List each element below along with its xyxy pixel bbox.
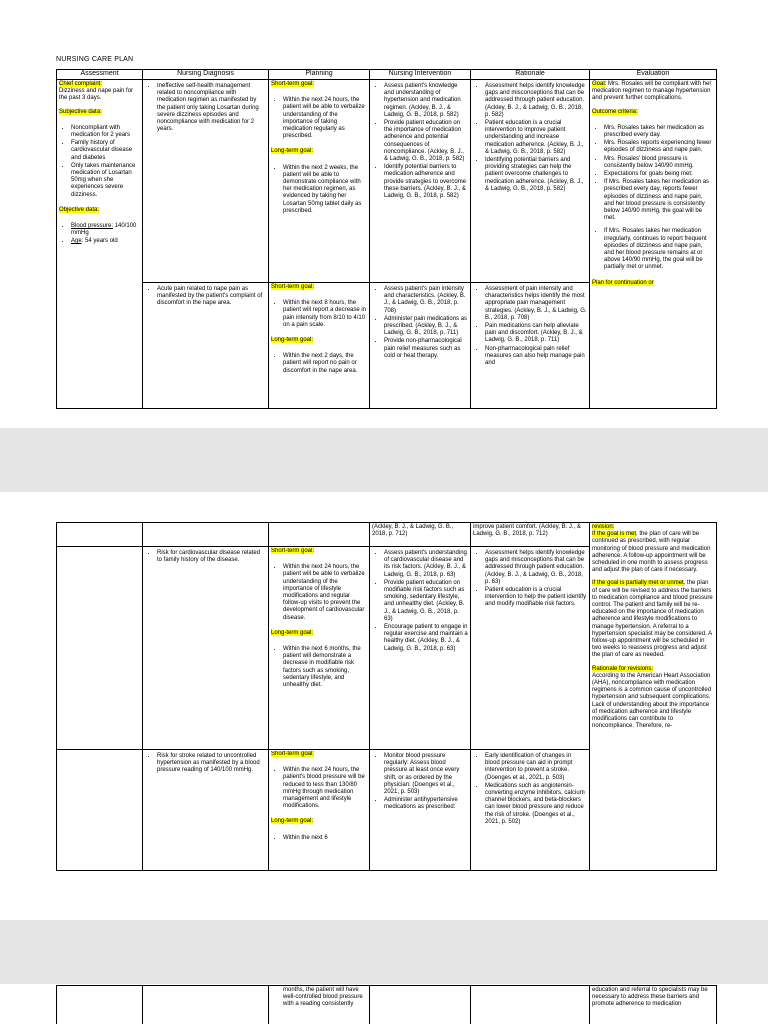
rationale-cell xyxy=(471,283,590,409)
diagnosis-cell xyxy=(143,523,269,547)
list-item: • Monitor blood pressure regularly: Assess blood pressure at least once every shift, or as ordered by the physician. (Doenges et al., 2021, p. 503) xyxy=(384,753,468,796)
list-item: • Encourage patient to engage in regular exercise and maintain a healthy diet. (Ackley, B. J., & Ladwig, G. B., 2018, p. 63) xyxy=(384,624,468,653)
chief-complaint-label: Chief complaint: xyxy=(59,81,103,87)
list-item: • Expectations for goals being met: xyxy=(604,171,714,178)
header-rationale: Rationale xyxy=(471,70,590,80)
long-term-goal-label: Long-term goal: xyxy=(271,629,314,636)
list-item: • Family history of cardiovascular disease and diabetes xyxy=(71,140,140,162)
long-term-goal-label: Long-term goal: xyxy=(271,818,314,825)
planning-cell xyxy=(269,283,370,409)
list-item: • Provide patient education on the importance of medication adherence and potential consequences of noncompliance. (Ackley, B. J., & Ladwig, G. B., 2018, p. 582) xyxy=(384,120,468,163)
list-item: • Administer antihypertensive medications as prescribed: xyxy=(384,797,468,811)
evaluation-cell xyxy=(590,80,717,409)
planning-cell xyxy=(269,750,370,871)
header-assessment: Assessment xyxy=(57,70,143,80)
assessment-cell xyxy=(57,547,143,750)
outcome-criteria-label: Outcome criteria: xyxy=(592,108,638,115)
goal-met-label: If the goal is met xyxy=(592,531,637,538)
assessment-cell xyxy=(57,986,143,1024)
list-item: • If Mrs. Rosales takes her medication as prescribed every day, reports fewer episodes of dizziness and nape pain, and her blood pressure is consistently below 140/90 mmHg, the goal will be met. xyxy=(604,179,714,222)
intervention-cell xyxy=(370,986,471,1024)
long-term-goal-text: • Within the next 6 months, the patient will demonstrate a decrease in modifiable risk factors such as smoking, sedentary lifestyle, and unhealthy diet. xyxy=(283,646,367,689)
list-item: • Mrs. Rosales' blood pressure is consistently below 140/90 mmHg. xyxy=(604,156,714,170)
rationale-cell xyxy=(471,80,590,283)
list-item: • Assessment helps identify knowledge gaps and misconceptions that can be addressed through patient education. (Ackley, B. J., & Ladwig, G. B., 2018, p. 63) xyxy=(485,550,587,586)
long-term-goal-continued: months, the patient will have well-controlled blood pressure with a reading consistently xyxy=(283,987,363,1008)
diagnosis-text: • Risk for cardiovascular disease related to family history of the disease. xyxy=(157,550,266,564)
assessment-cell xyxy=(57,523,143,547)
rationale-revisions-text: According to the American Heart Association (AHA), noncompliance with medication regimens is a common cause of uncontrolled hypertension and subsequent complications. Lack of understanding about the importance of medication adherence and lifestyle modifications can contribute to noncompliance. Therefore, re- xyxy=(592,672,712,730)
long-term-goal-text: • Within the next 6 xyxy=(283,835,367,842)
rationale-cell xyxy=(471,523,590,547)
blood-pressure-value: 140/100 mmHg xyxy=(71,223,137,237)
rationale-cell xyxy=(471,547,590,750)
intervention-cell xyxy=(370,283,471,409)
list-item: • Assess patient's knowledge and understanding of hypertension and medication regimen. (Ackley, B. J., & Ladwig, G. B., 2018, p. 582) xyxy=(384,83,468,119)
list-item: • Mrs. Rosales takes her medication as prescribed every day. xyxy=(604,125,714,139)
list-item: • Pain medications can help alleviate pain and discomfort. (Ackley, B. J., & Ladwig, G. B., 2018, p. 711) xyxy=(485,323,587,345)
short-term-goal-text: • Within the next 8 hours, the patient will report a decrease in pain intensity from 8/10 to 4/10 on a pain scale. xyxy=(283,300,367,329)
revision-label: revision: xyxy=(592,524,615,530)
rationale-revisions-label: Rationale for revisions: xyxy=(592,665,654,672)
objective-data-list xyxy=(59,223,140,246)
short-term-goal-label: Short-term goal: xyxy=(271,751,315,757)
age-label: Age xyxy=(71,238,82,245)
care-plan-table xyxy=(56,69,717,409)
diagnosis-cell xyxy=(143,986,269,1024)
rationale-carryover: improve patient comfort. (Ackley, B. J., & Ladwig, G. B., 2018, p. 712) xyxy=(473,524,581,538)
header-nursing-diagnosis: Nursing Diagnosis xyxy=(143,70,269,80)
diagnosis-text: • Ineffective self-health management related to noncompliance with medication regimen as manifested by the patient only taking Losartan during severe dizziness episodes and noncompliance with medication for 2 years. xyxy=(157,83,266,133)
plan-continuation-label: Plan for continuation or xyxy=(592,279,654,286)
long-term-goal-label: Long-term goal: xyxy=(271,337,314,344)
list-item: • Non-pharmacological pain relief measures can also help manage pain and xyxy=(485,346,587,368)
evaluation-cell xyxy=(590,986,717,1024)
long-term-goal-text: • Within the next 2 days, the patient will report no pain or discomfort in the nape area. xyxy=(283,353,367,375)
assessment-cell xyxy=(57,80,143,409)
planning-cell xyxy=(269,80,370,283)
intervention-cell xyxy=(370,750,471,871)
list-item xyxy=(71,238,140,245)
list-item: • Identify potential barriers to medication adherence and provide strategies to overcome these barriers. (Ackley, B. J., & Ladwig, G. B., 2018, p. 582) xyxy=(384,164,468,200)
subjective-data-label: Subjective data: xyxy=(59,108,102,115)
header-nursing-intervention: Nursing Intervention xyxy=(370,70,471,80)
header-planning: Planning xyxy=(269,70,370,80)
short-term-goal-text: • Within the next 24 hours, the patient will be able to verbalize understanding of the importance of lifestyle modifications and regular follow-up visits to prevent the development of cardiovascular disease. xyxy=(283,564,367,622)
list-item: • Administer pain medications as prescribed. (Ackley, B. J., & Ladwig, G. B., 2018, p. 711) xyxy=(384,316,468,338)
diagnosis-cell xyxy=(143,283,269,409)
short-term-goal-label: Short-term goal: xyxy=(271,81,315,87)
page-3 xyxy=(0,984,768,1024)
intervention-cell xyxy=(370,523,471,547)
list-item: • Medications such as angiotensin-converting enzyme inhibitors, calcium channel blockers, and beta-blockers can lower blood pressure and reduce the risk of stroke. (Doenges et al., 2021, p. 502) xyxy=(485,783,587,826)
short-term-goal-text: • Within the next 24 hours, the patient will be able to verbalize understanding of the importance of taking medication regularly as prescribed. xyxy=(283,97,367,140)
chief-complaint-text: Dizziness and nape pain for the past 3 days. xyxy=(59,88,134,102)
goal-partial-label: If the goal is partially met or unmet xyxy=(592,580,684,587)
list-item: • Early identification of changes in blood pressure can aid in prompt intervention to prevent a stroke. (Doenges et al., 2021, p. 503) xyxy=(485,753,587,782)
long-term-goal-label: Long-term goal: xyxy=(271,148,314,155)
diagnosis-text: • Acute pain related to nape pain as manifested by the patient's complaint of discomfort in the nape area. xyxy=(157,286,266,308)
diagnosis-cell xyxy=(143,547,269,750)
subjective-data-list xyxy=(59,125,140,199)
list-item: • Patient education is a crucial intervention to improve patient understanding and increase medication adherence. (Ackley, B. J., & Ladwig, G. B., 2018, p. 582) xyxy=(485,120,587,156)
planning-cell xyxy=(269,547,370,750)
age-value: : 54 years old xyxy=(81,238,118,245)
goal-label: Goal: xyxy=(592,81,607,87)
objective-data-label: Objective data: xyxy=(59,206,100,213)
list-item: • Only takes maintenance medication of Losartan 50mg when she experiences severe dizziness. xyxy=(71,163,140,199)
list-item: • Mrs. Rosales reports experiencing fewer episodes of dizziness and nape pain. xyxy=(604,140,714,154)
list-item: • Assess patient's understanding of cardiovascular disease and its risk factors. (Ackley, B. J., & Ladwig, G. B., 2018, p. 63) xyxy=(384,550,468,579)
intervention-cell xyxy=(370,547,471,750)
long-term-goal-text: • Within the next 2 weeks, the patient will be able to demonstrate compliance with her medication regimen, as evidenced by taking her Losartan 50mg tablet daily as prescribed. xyxy=(283,165,367,215)
evaluation-cell xyxy=(590,523,717,871)
short-term-goal-text: • Within the next 24 hours, the patient's blood pressure will be reduced to less than 130/80 mmHg through medication management and lifestyle modifications. xyxy=(283,767,367,810)
care-plan-table-continued xyxy=(56,522,717,871)
list-item: • Provide non-pharmacological pain relief measures such as cold or heat therapy. xyxy=(384,338,468,360)
page-2 xyxy=(0,492,768,920)
goal-partial-text: , the plan of care will be revised to address the barriers to medication compliance and blood pressure control. The patient and family will be re-educated on the importance of medication adherence and lifestyle modifications to manage hypertension. A referral to a hypertension specialist may be considered. A follow-up appointment will be scheduled in two weeks to reassess progress and adjust the plan of care as needed. xyxy=(592,580,713,659)
diagnosis-text: • Risk for stroke related to uncontrolled hypertension as manifested by a blood pressure reading of 140/100 mmHg. xyxy=(157,753,266,775)
diagnosis-cell xyxy=(143,80,269,283)
goal-text: Mrs. Rosales will be compliant with her medication regimen to manage hypertension and prevent further complications. xyxy=(592,81,712,102)
header-evaluation: Evaluation xyxy=(590,70,717,80)
rationale-cell xyxy=(471,750,590,871)
diagnosis-cell xyxy=(143,750,269,871)
document-title: NURSING CARE PLAN xyxy=(56,56,134,63)
outcome-criteria-list xyxy=(592,125,714,272)
list-item xyxy=(71,223,140,237)
blood-pressure-label: Blood pressure: xyxy=(71,223,114,230)
page-1 xyxy=(0,0,768,428)
list-item: • Patient education is a crucial intervention to help the patient identify and modify modifiable risk factors. xyxy=(485,587,587,609)
list-item: • Identifying potential barriers and providing strategies can help the patient overcome challenges to medication adherence. (Ackley, B. J., & Ladwig, G. B., 2018, p. 582) xyxy=(485,157,587,193)
list-item: • Noncompliant with medication for 2 years xyxy=(71,125,140,139)
planning-cell xyxy=(269,523,370,547)
list-item: • Assessment helps identify knowledge gaps and misconceptions that can be addressed through patient education. (Ackley, B. J., & Ladwig, G. B., 2018, p. 582) xyxy=(485,83,587,119)
assessment-cell xyxy=(57,750,143,871)
intervention-cell xyxy=(370,80,471,283)
list-item: • Assess patient's pain intensity and characteristics. (Ackley, B. J., & Ladwig, G. B., 2018, p. 708) xyxy=(384,286,468,315)
rationale-cell xyxy=(471,986,590,1024)
list-item: • If Mrs. Rosales takes her medication irregularly, continues to report frequent episodes of dizziness and nape pain, and her blood pressure remains at or above 140/90 mmHg, the goal will be partially met or unmet. xyxy=(604,228,714,271)
evaluation-continued: education and referral to specialists may be necessary to address these barriers and promote adherence to medication xyxy=(592,987,708,1008)
short-term-goal-label: Short-term goal: xyxy=(271,284,315,290)
list-item: • Assessment of pain intensity and characteristics helps identify the most appropriate pain management strategies. (Ackley, B. J., & Ladwig, G. B., 2018, p. 708) xyxy=(485,286,587,322)
intervention-carryover: (Ackley, B. J., & Ladwig, G. B., 2018, p. 712) xyxy=(372,524,454,538)
planning-cell xyxy=(269,986,370,1024)
care-plan-table-continued-2 xyxy=(56,985,717,1024)
goal-met-text: , the plan of care will be continued as prescribed, with regular monitoring of blood pressure and medication adherence. A follow-up appointment will be scheduled in one month to assess progress and adjust the plan of care if necessary. xyxy=(592,531,711,574)
short-term-goal-label: Short-term goal: xyxy=(271,548,315,554)
list-item: • Provide patient education on modifiable risk factors such as smoking, sedentary lifestyle, and unhealthy diet. (Ackley, B. J., & Ladwig, G. B., 2018, p. 63) xyxy=(384,580,468,623)
